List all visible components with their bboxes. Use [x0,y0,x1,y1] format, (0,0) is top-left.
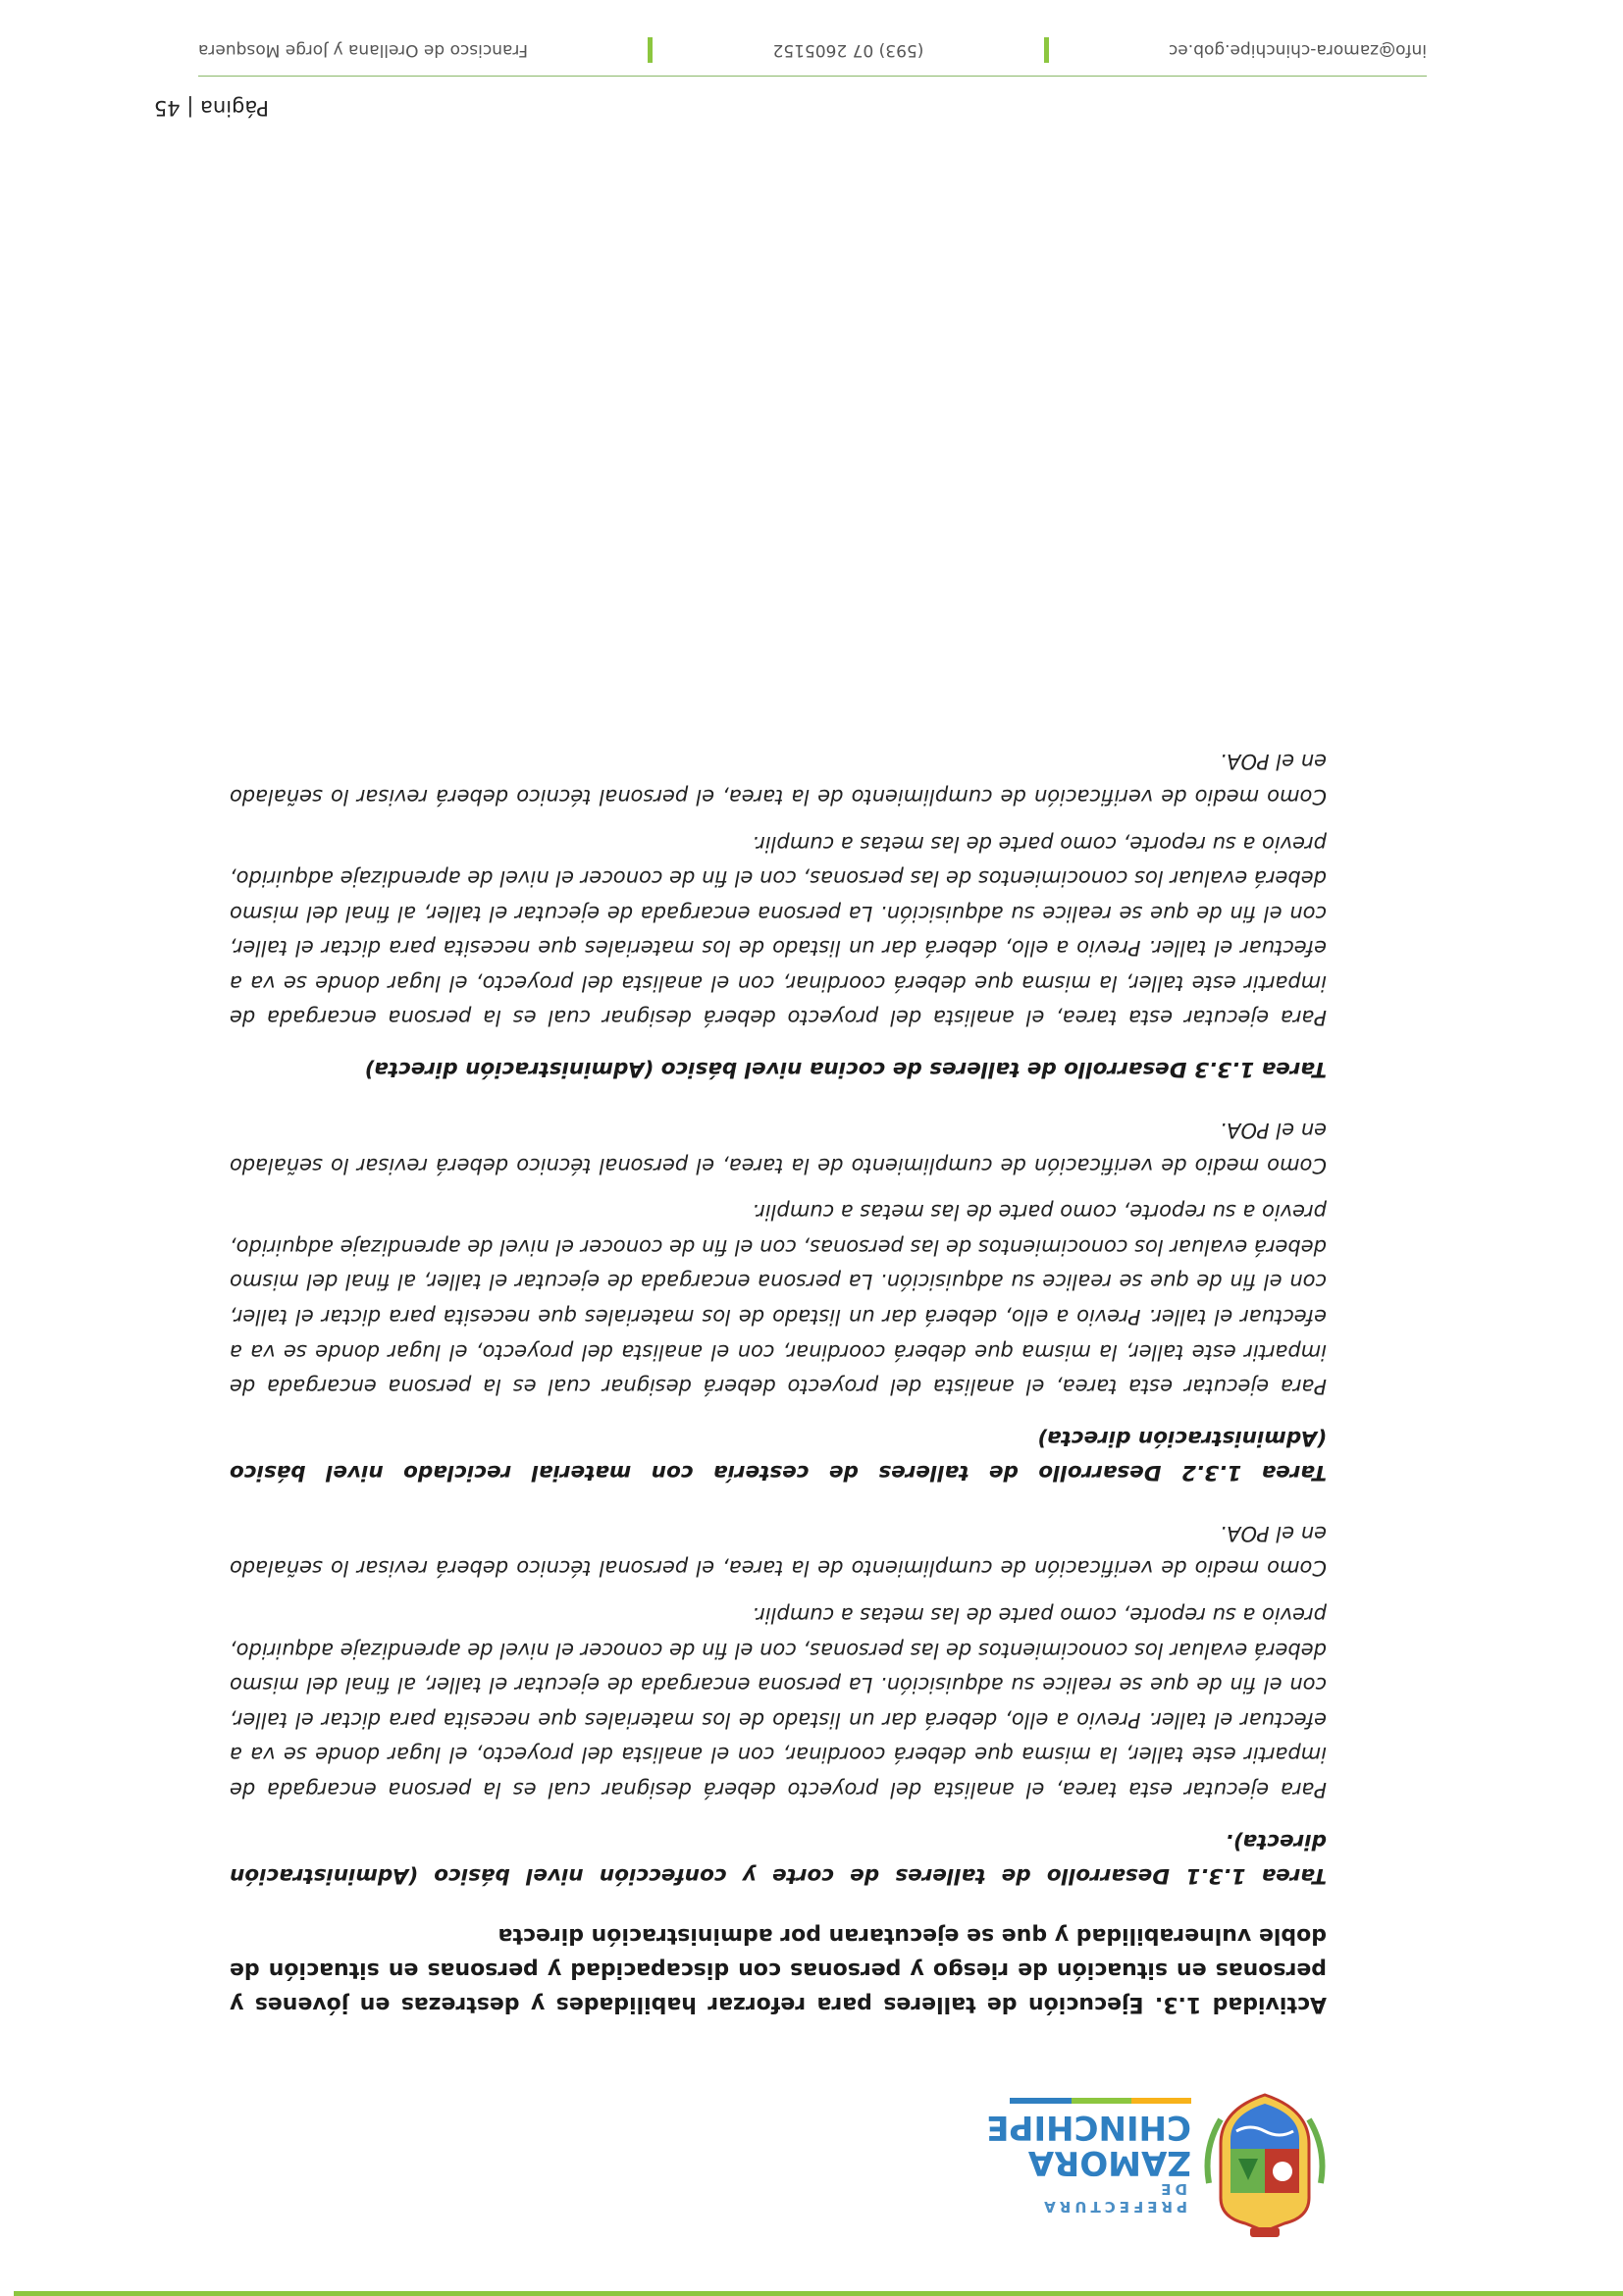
task-section [230,744,1327,1087]
prefecture-logo [986,2090,1329,2237]
coat-of-arms-icon [1201,2090,1329,2237]
brand-text [986,2098,1191,2216]
footer-divider [198,76,1427,77]
task-section [230,1515,1327,1893]
task-title: Tarea 1.3.2 Desarrollo de talleres de cestería con material reciclado nivel básico (Administración directa) [230,1426,1327,1486]
footer-address: Francisco de Orellana y Jorge Mosquera [198,40,528,60]
activity-heading: Actividad 1.3. Ejecución de talleres para reforzar habilidades y destrezas en jóvenes y personas en situación de riesgo y personas con discapacidad y personas en situación de doble vulnerabilidad y que se ejecutaran por administración directa [230,1923,1327,2016]
brand-small-text: PREFECTURA DE [1040,2180,1187,2216]
top-accent-line [14,2291,1623,2296]
task-paragraph: Para ejecutar esta tarea, el analista del proyecto deberá designar cual es la persona encargada de impartir este taller, la misma que deberá coordinar, con el analista del proyecto, el lugar donde se va a efectuar el taller. Previo a ello, deberá dar un listado de los materiales que necesita para dictar el taller, con el fin de que se realice su adquisición. La persona encargada de ejecutar el taller, al final del mismo deberá evaluar los conocimientos de las personas, con el fin de conocer el nivel de aprendizaje adquirido, previo a su reporte, como parte de las metas a cumplir. [230,1603,1327,1801]
brand-color-bar [1010,2098,1191,2104]
task-verification-paragraph: Como medio de verificación de cumplimiento de la tarea, el personal técnico deberá revisar lo señalado en el POA. [230,1119,1327,1177]
footer-phone: (593) 07 2605152 [772,40,924,60]
task-title: Tarea 1.3.3 Desarrollo de talleres de cocina nivel básico (Administración directa) [364,1057,1327,1082]
page-number: Página | 45 [153,96,269,120]
footer-contact-info [198,35,1427,65]
page-header [0,2070,1623,2296]
task-section [230,1113,1327,1490]
footer-email: info@zamora-chinchipe.gob.ec [1168,40,1427,60]
brand-name-line1: ZAMORA [1027,2143,1191,2182]
task-verification-paragraph: Como medio de verificación de cumplimiento de la tarea, el personal técnico deberá revisar lo señalado en el POA. [230,750,1327,809]
brand-name-line2: CHINCHIPE [986,2108,1191,2147]
page-content [230,732,1327,2021]
task-paragraph: Para ejecutar esta tarea, el analista del proyecto deberá designar cual es la persona encargada de impartir este taller, la misma que deberá coordinar, con el analista del proyecto, el lugar donde se va a efectuar el taller. Previo a ello, deberá dar un listado de los materiales que necesita para dictar el taller, con el fin de que se realice su adquisición. La persona encargada de ejecutar el taller, al final del mismo deberá evaluar los conocimientos de las personas, con el fin de conocer el nivel de aprendizaje adquirido, previo a su reporte, como parte de las metas a cumplir. [230,1200,1327,1399]
page-footer [0,0,1623,157]
footer-separator [1044,37,1049,63]
task-verification-paragraph: Como medio de verificación de cumplimiento de la tarea, el personal técnico deberá revisar lo señalado en el POA. [230,1521,1327,1581]
footer-separator [648,37,653,63]
task-paragraph: Para ejecutar esta tarea, el analista del proyecto deberá designar cual es la persona encargada de impartir este taller, la misma que deberá coordinar, con el analista del proyecto, el lugar donde se va a efectuar el taller. Previo a ello, deberá dar un listado de los materiales que necesita para dictar el taller, con el fin de que se realice su adquisición. La persona encargada de ejecutar el taller, al final del mismo deberá evaluar los conocimientos de las personas, con el fin de conocer el nivel de aprendizaje adquirido, previo a su reporte, como parte de las metas a cumplir. [230,831,1327,1030]
task-title: Tarea 1.3.1 Desarrollo de talleres de corte y confección nivel básico (Administración directa). [230,1829,1327,1888]
